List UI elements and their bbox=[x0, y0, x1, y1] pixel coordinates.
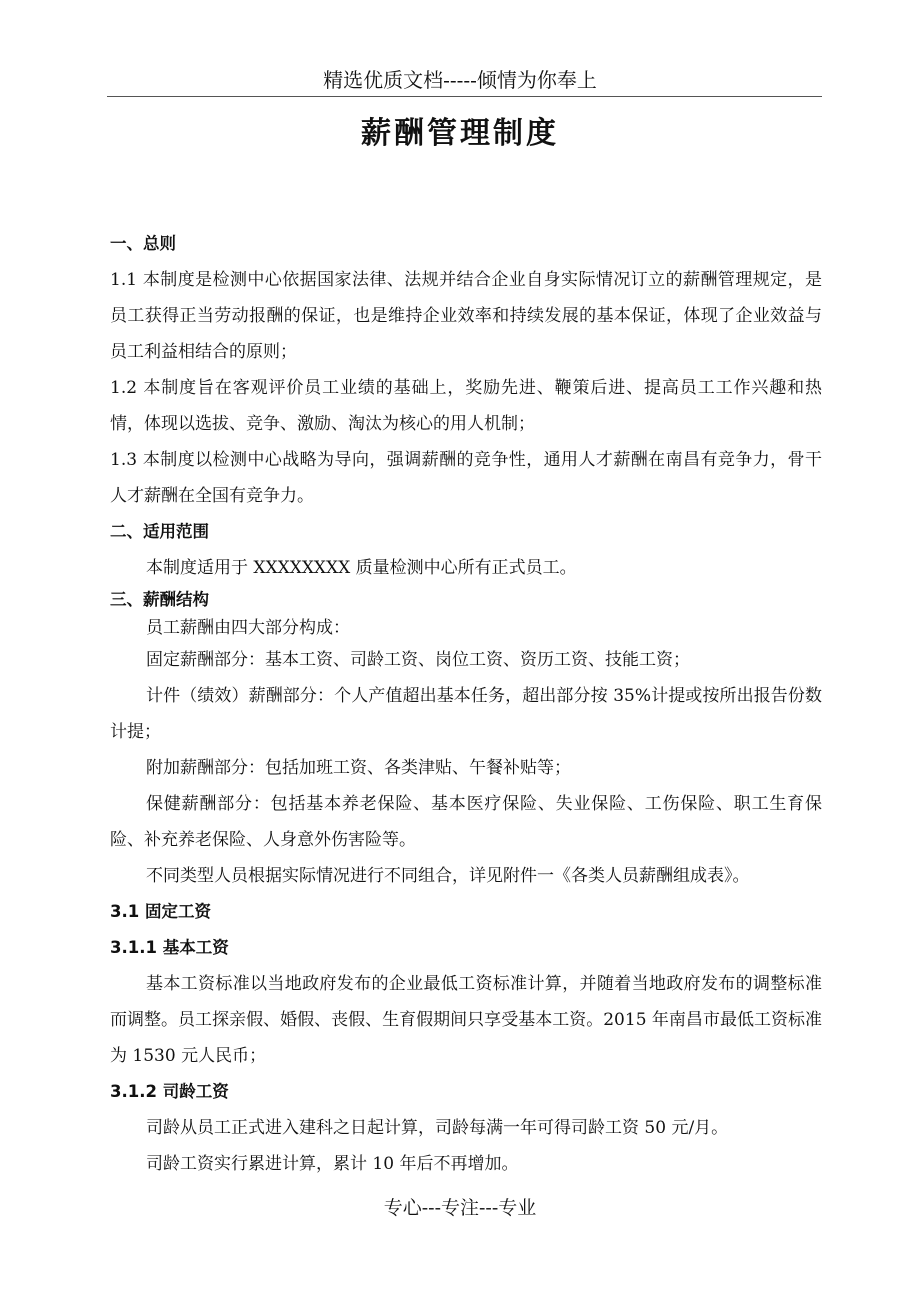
structure-additional-pay: 附加薪酬部分：包括加班工资、各类津贴、午餐补贴等； bbox=[146, 758, 571, 778]
clause-1-1: 1.1 本制度是检测中心依据国家法律、法规并结合企业自身实际情况订立的薪酬管理规定，是员工获得正当劳动报酬的保证，也是维持企业效率和持续发展的基本保证，体现了企业效益与员工利益相结合的原则； bbox=[110, 270, 822, 362]
structure-fixed-pay: 固定薪酬部分：基本工资、司龄工资、岗位工资、资历工资、技能工资； bbox=[146, 650, 690, 670]
subsection-heading-fixed-wage: 3.1 固定工资 bbox=[110, 902, 211, 921]
clause-1-2: 1.2 本制度旨在客观评价员工业绩的基础上，奖励先进、鞭策后进、提高员工工作兴趣和热情，体现以选拔、竞争、激励、淘汰为核心的用人机制； bbox=[110, 378, 822, 434]
seniority-wage-paragraph-1: 司龄从员工正式进入建科之日起计算，司龄每满一年可得司龄工资 50 元/月。 bbox=[146, 1118, 729, 1138]
subsection-heading-seniority-wage: 3.1.2 司龄工资 bbox=[110, 1082, 229, 1101]
structure-insurance-pay: 保健薪酬部分：包括基本养老保险、基本医疗保险、失业保险、工伤保险、职工生育保险、补充养老保险、人身意外伤害险等。 bbox=[110, 794, 822, 850]
structure-piece-pay: 计件（绩效）薪酬部分：个人产值超出基本任务，超出部分按 35%计提或按所出报告份数计提； bbox=[110, 686, 822, 742]
document-title: 薪酬管理制度 bbox=[361, 116, 559, 151]
clause-1-3: 1.3 本制度以检测中心战略为导向，强调薪酬的竞争性，通用人才薪酬在南昌有竞争力，骨干人才薪酬在全国有竞争力。 bbox=[110, 450, 822, 506]
basic-wage-paragraph: 基本工资标准以当地政府发布的企业最低工资标准计算，并随着当地政府发布的调整标准而调整。员工探亲假、婚假、丧假、生育假期间只享受基本工资。2015 年南昌市最低工资标准为 1530 元人民币； bbox=[110, 974, 822, 1066]
seniority-wage-paragraph-2: 司龄工资实行累进计算，累计 10 年后不再增加。 bbox=[146, 1154, 519, 1174]
structure-combination-note: 不同类型人员根据实际情况进行不同组合，详见附件一《各类人员薪酬组成表》。 bbox=[146, 866, 750, 886]
document-body bbox=[110, 226, 822, 1182]
header-divider bbox=[107, 96, 822, 97]
section-heading-general: 一、总则 bbox=[110, 234, 176, 253]
scope-paragraph: 本制度适用于 XXXXXXXX 质量检测中心所有正式员工。 bbox=[146, 558, 577, 578]
page-footer: 专心---专注---专业 bbox=[383, 1197, 537, 1219]
section-heading-structure: 三、薪酬结构 bbox=[110, 590, 209, 609]
section-heading-scope: 二、适用范围 bbox=[110, 522, 209, 541]
subsection-heading-basic-wage: 3.1.1 基本工资 bbox=[110, 938, 229, 957]
structure-intro: 员工薪酬由四大部分构成： bbox=[146, 618, 350, 638]
page-header: 精选优质文档-----倾情为你奉上 bbox=[323, 68, 597, 92]
